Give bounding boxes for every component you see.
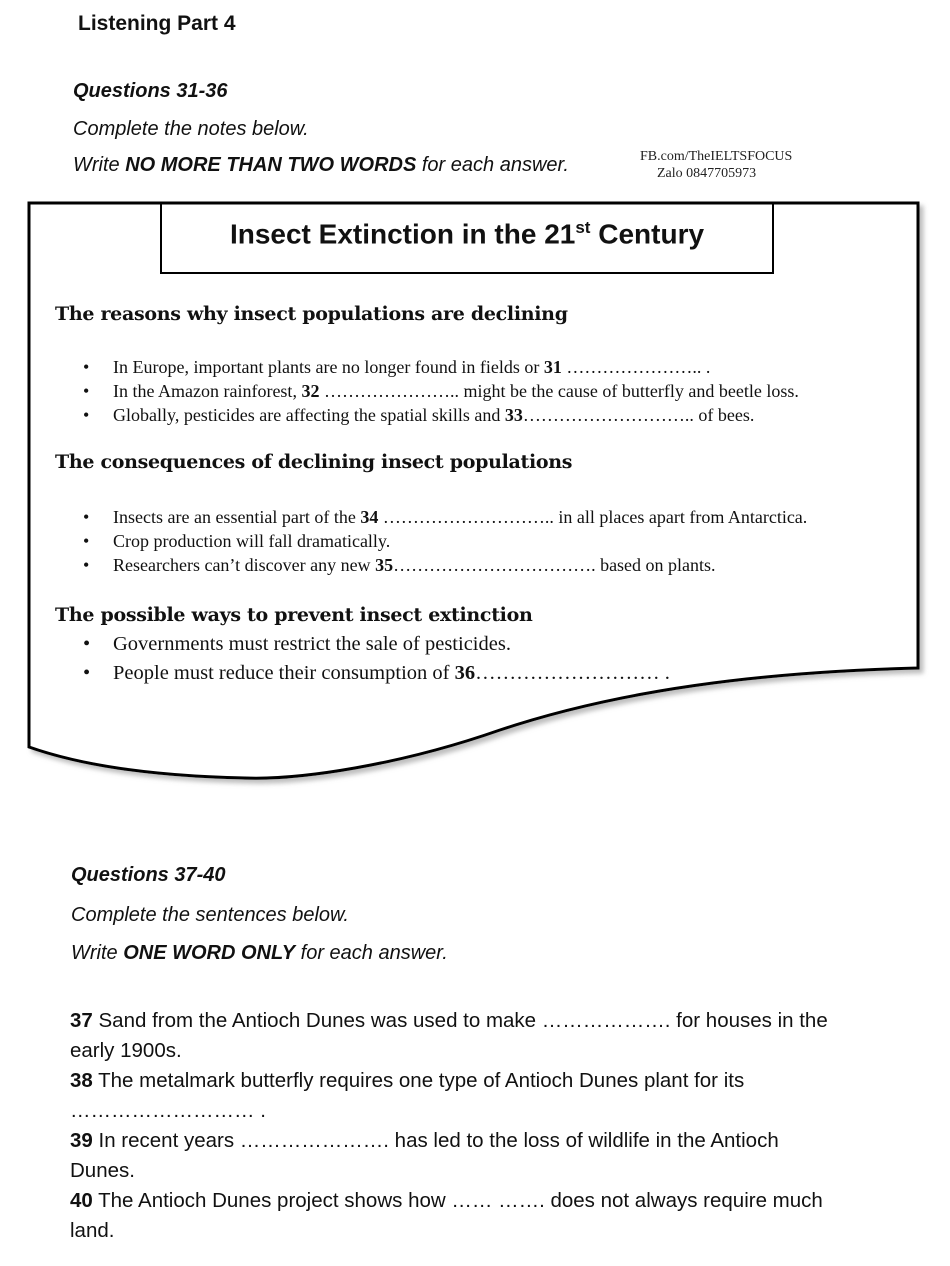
- word-limit-instruction: Write NO MORE THAN TWO WORDS for each answer.: [73, 154, 569, 176]
- list-item: • Globally, pesticides are affecting the spatial skills and 33……………………….. of bees.: [80, 403, 799, 427]
- watermark-zalo: Zalo 0847705973: [657, 166, 757, 181]
- question-number: 35: [375, 555, 394, 575]
- sentence-37: 37 Sand from the Antioch Dunes was used to make ………………. for houses in the early 1900s.: [70, 1009, 828, 1062]
- list-item: • People must reduce their consumption of 36……………………… .: [80, 659, 670, 688]
- question-number: 31: [543, 357, 562, 377]
- question-number: 36: [454, 662, 476, 684]
- question-number: 37: [70, 1009, 93, 1032]
- section-heading-prevention: The possible ways to prevent insect extinction: [55, 604, 533, 626]
- reasons-list: [80, 355, 799, 427]
- sentence-39: 39 In recent years …………………. has led to the loss of wildlife in the Antioch Dunes.: [70, 1129, 779, 1182]
- question-number: 33: [504, 405, 523, 425]
- section-heading-consequences: The consequences of declining insect populations: [55, 451, 573, 473]
- question-number: 39: [70, 1129, 93, 1152]
- one-word-instruction: Write ONE WORD ONLY for each answer.: [71, 942, 448, 964]
- prevention-list: [80, 630, 670, 688]
- list-item: • In Europe, important plants are no longer found in fields or 31 ………………….. .: [80, 355, 799, 379]
- list-item: • In the Amazon rainforest, 32 ………………….. might be the cause of butterfly and beetle loss.: [80, 379, 799, 403]
- notes-instruction: Complete the notes below.: [73, 118, 309, 140]
- list-item: • Researchers can’t discover any new 35……………………………. based on plants.: [80, 553, 807, 577]
- section-heading-reasons: The reasons why insect populations are declining: [55, 303, 568, 325]
- question-number: 38: [70, 1069, 93, 1092]
- question-number: 34: [360, 507, 379, 527]
- watermark-facebook: FB.com/TheIELTSFOCUS: [640, 149, 793, 164]
- consequences-list: [80, 505, 807, 577]
- questions-31-36-heading: Questions 31-36: [73, 80, 228, 102]
- sentence-38: 38 The metalmark butterfly requires one type of Antioch Dunes plant for its ……………………… .: [70, 1069, 745, 1122]
- notes-title: Insect Extinction in the 21st Century: [160, 202, 774, 274]
- list-item: • Crop production will fall dramatically.: [80, 529, 807, 553]
- questions-37-40-heading: Questions 37-40: [71, 864, 226, 886]
- question-number: 32: [301, 381, 320, 401]
- list-item: • Governments must restrict the sale of pesticides.: [80, 630, 670, 659]
- sentences-instruction: Complete the sentences below.: [71, 904, 349, 926]
- question-number: 40: [70, 1189, 93, 1212]
- sentence-40: 40 The Antioch Dunes project shows how …… ……. does not always require much land.: [70, 1189, 823, 1242]
- page-title: Listening Part 4: [78, 12, 236, 35]
- list-item: • Insects are an essential part of the 34 ……………………….. in all places apart from Antarctica.: [80, 505, 807, 529]
